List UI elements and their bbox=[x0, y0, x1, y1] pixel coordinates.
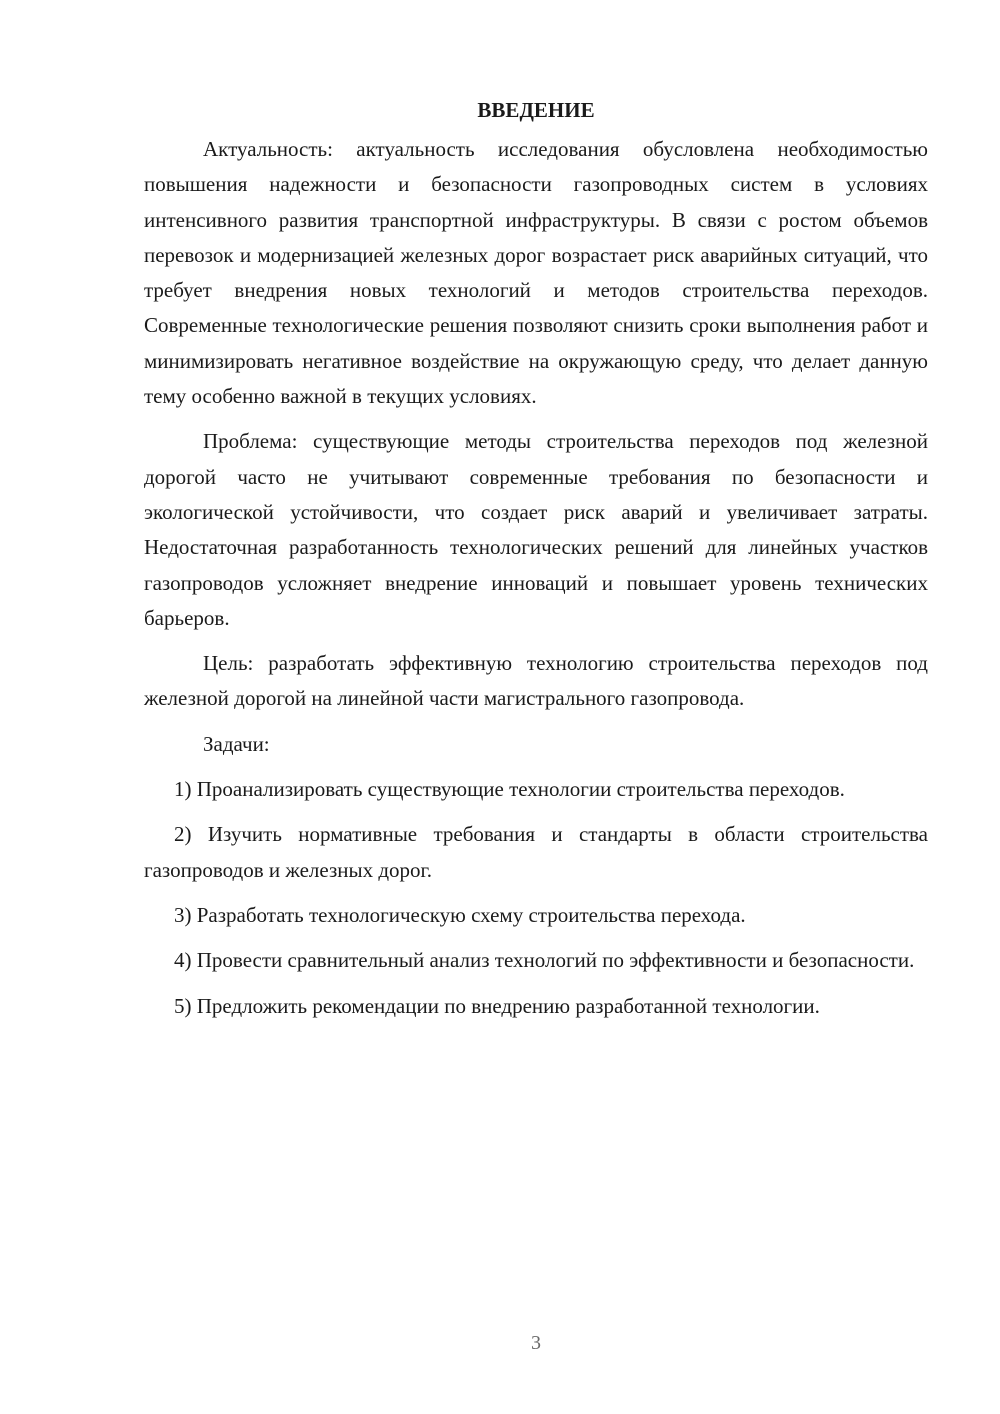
page-number: 3 bbox=[531, 1332, 541, 1354]
paragraph-relevance: Актуальность: актуальность исследования обусловлена необходимостью повышения надежности и безопасности газопроводных систем в условиях интенсивного развития транспортной инфраструктуры. В связи с ростом объемов перевозок и модернизацией железных дорог возрастает риск аварийных ситуаций, что требует внедрения новых технологий и методов строительства переходов. Современные технологические решения позволяют снизить сроки выполнения работ и минимизировать негативное воздействие на окружающую среду, что делает данную тему особенно важной в текущих условиях. bbox=[144, 137, 928, 409]
task-item-5: 5) Предложить рекомендации по внедрению разработанной технологии. bbox=[174, 993, 820, 1018]
document-body bbox=[144, 92, 928, 1034]
task-item-1: 1) Проанализировать существующие технологии строительства переходов. bbox=[174, 777, 845, 802]
paragraph-goal: Цель: разработать эффективную технологию строительства переходов под железной дорогой на линейной части магистрального газопровода. bbox=[144, 651, 928, 711]
paragraph-problem: Проблема: существующие методы строительства переходов под железной дорогой часто не учитывают современные требования по безопасности и экологической устойчивости, что создает риск аварий и увеличивает затраты. Недостаточная разработанность технологических решений для линейных участков газопроводов усложняет внедрение инноваций и повышает уровень технических барьеров. bbox=[144, 429, 928, 630]
task-item-3: 3) Разработать технологическую схему строительства перехода. bbox=[174, 902, 746, 927]
task-item-4: 4) Провести сравнительный анализ технологий по эффективности и безопасности. bbox=[174, 948, 915, 973]
section-title: ВВЕДЕНИЕ bbox=[477, 98, 595, 122]
task-item-2: 2) Изучить нормативные требования и стандарты в области строительства газопроводов и железных дорог. bbox=[144, 822, 928, 882]
tasks-label: Задачи: bbox=[203, 731, 270, 756]
